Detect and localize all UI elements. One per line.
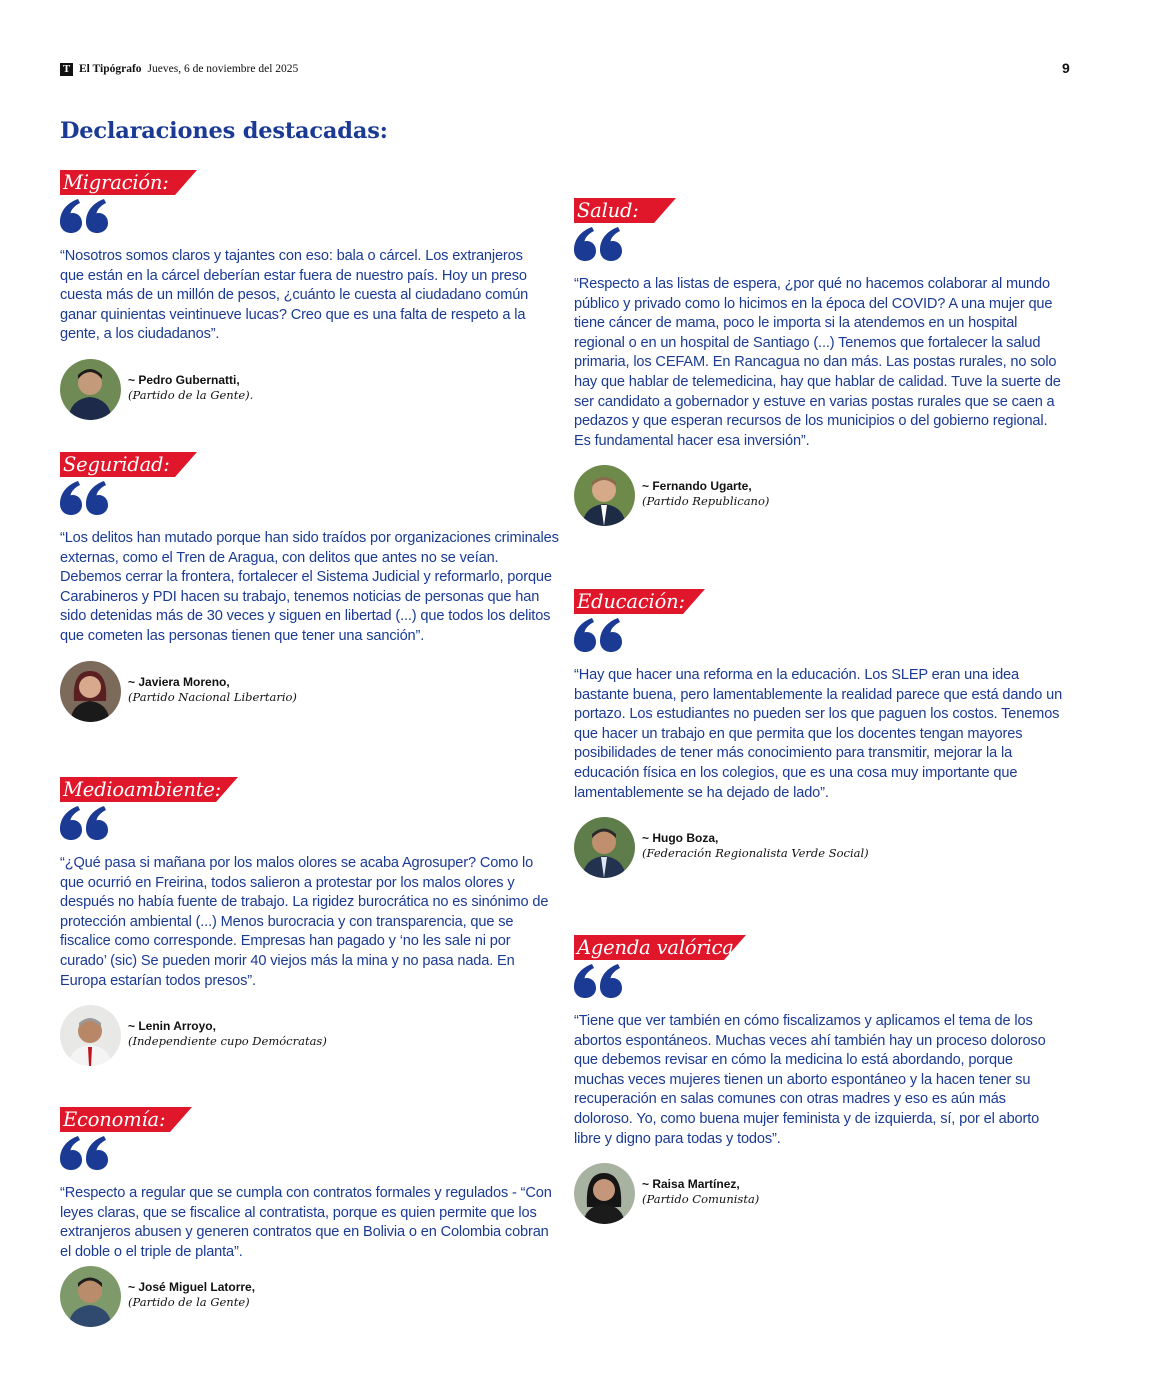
author-block xyxy=(60,661,560,722)
quote-text: “Respecto a las listas de espera, ¿por qué no hacemos colaborar al mundo público y privado como lo hicimos en la época del COVID? A una mujer que tiene cáncer de mama, poco le importa si la atendemos en un hospital regional o en un hospital de Santiago (...) Tenemos que fortalecer la salud primaria, los CEFAM. En Rancagua no dan más. Las postas rurales, no solo hay que hablar de telemedicina, hay que hablar de calidad. Tuve la suerte de ser candidato a gobernador y estuve en varias postas rurales que se caen a pedazos y que esperan recursos de los municipios o del gobierno regional. Es fundamental hacer esa inversión”. xyxy=(574,276,1061,449)
section-medioambiente xyxy=(60,777,560,1066)
author-party: (Independiente cupo Demócratas) xyxy=(128,1034,327,1049)
author-name: ~ Lenin Arroyo, xyxy=(128,1019,216,1034)
open-quote-icon xyxy=(574,227,1066,267)
section-economia xyxy=(60,1107,560,1327)
section-agenda-valorica xyxy=(574,935,1066,1224)
section-seguridad xyxy=(60,452,560,722)
quote-text: “Hay que hacer una reforma en la educación. Los SLEP eran una idea bastante buena, pero lamentablemente la realidad parece que está dando un portazo. Los estudiantes no pueden ser los que paguen los costos. Tenemos que hacer un trabajo en que permita que los docentes tengan mayores posibilidades de tener más conocimiento para transmitir, mejorar la la educación física en los colegios, que es una cosa muy importante que lamentablemente se ha dejado de lado”. xyxy=(574,667,1063,801)
quote-text: “Respecto a regular que se cumpla con contratos formales y regulados - “Con leyes claras, que se fiscalice al contratista, porque es quien permite que los extranjeros abusen y generen contratos que en Bolivia o en Colombia cobran el doble o el triple de planta”. xyxy=(60,1185,552,1260)
open-quote-icon xyxy=(574,964,1066,1004)
avatar xyxy=(60,1005,121,1066)
author-name: ~ Hugo Boza, xyxy=(642,831,719,846)
page-number: 9 xyxy=(1062,60,1070,76)
avatar xyxy=(574,1163,635,1224)
author-block xyxy=(574,817,1069,878)
author-party: (Partido Nacional Libertario) xyxy=(128,689,297,704)
topic-tag: Economía: xyxy=(60,1107,165,1132)
author-name: ~ Pedro Gubernatti, xyxy=(128,372,240,387)
section-salud xyxy=(574,198,1066,526)
open-quote-icon xyxy=(60,199,550,239)
quote-text: “Tiene que ver también en cómo fiscalizamos y aplicamos el tema de los abortos espontáneos. Muchas veces ahí también hay un proceso doloroso que debemos revisar en cómo la medicina lo está abordando, porque muchas veces mujeres tienen un aborto espontáneo y la hacen tener su recuperación en salas comunes con otras madres y eso es aún más doloroso. Yo, como buena mujer feminista y de izquierda, sí, por el aborto libre y digno para todas y todos”. xyxy=(574,1013,1046,1147)
quote-text: “Nosotros somos claros y tajantes con eso: bala o cárcel. Los extranjeros que están en la cárcel deberían estar fuera de nuestro país. Hoy un preso cuesta más de un millón de pesos, ¿cuánto le cuesta al ciudadano común ganar quinientas veintinueve lucas? Creo que es una falta de respeto a la gente, a los ciudadanos”. xyxy=(60,248,529,343)
author-name: ~ Javiera Moreno, xyxy=(128,674,230,689)
quote-text: “Los delitos han mutado porque han sido traídos por organizaciones criminales externas, como el Tren de Aragua, con delitos que antes no se veían. Debemos cerrar la frontera, fortalecer el Sistema Judicial y reformarlo, porque Carabineros y PDI hacen su trabajo, tenemos noticias de personas que han sido detenidas más de 30 veces y siguen en libertad (...) que todos los delitos que cometen las personas tienen que tener una sanción”. xyxy=(60,530,559,644)
topic-tag: Educación: xyxy=(574,589,685,614)
topic-tag: Salud: xyxy=(574,198,639,223)
author-party: (Federación Regionalista Verde Social) xyxy=(642,846,869,861)
author-block xyxy=(60,1005,560,1066)
avatar xyxy=(60,359,121,420)
author-block xyxy=(60,359,550,420)
section-migracion xyxy=(60,170,550,420)
masthead xyxy=(60,61,298,77)
author-name: ~ Fernando Ugarte, xyxy=(642,479,752,494)
topic-tag: Medioambiente: xyxy=(60,777,221,802)
quote-text: “¿Qué pasa si mañana por los malos olores se acaba Agrosuper? Como lo que ocurrió en Freirina, todos salieron a protestar por los malos olores y después no había fuente de trabajo. La rigidez burocrática no es sinónimo de protección ambiental (...) Menos burocracia y con transparencia, que se fiscalice como corresponde. Empresas han pagado y ‘no les sale ni por curado’ (sic) Se pueden morir 40 viejos más la mina y no pasa nada. En Europa estarían todos presos”. xyxy=(60,855,549,989)
topic-tag: Agenda valórica xyxy=(574,935,734,960)
author-block xyxy=(574,465,1066,526)
section-educacion xyxy=(574,589,1069,878)
avatar xyxy=(574,465,635,526)
publication-logo: T xyxy=(60,63,73,76)
open-quote-icon xyxy=(60,481,560,521)
author-block xyxy=(60,1266,560,1327)
avatar xyxy=(60,1266,121,1327)
author-party: (Partido de la Gente) xyxy=(128,1295,250,1310)
topic-tag: Seguridad: xyxy=(60,452,170,477)
avatar xyxy=(574,817,635,878)
open-quote-icon xyxy=(574,618,1069,658)
open-quote-icon xyxy=(60,1136,560,1176)
issue-date: Jueves, 6 de noviembre del 2025 xyxy=(147,63,299,75)
avatar xyxy=(60,661,121,722)
author-block xyxy=(574,1163,1066,1224)
author-name: ~ José Miguel Latorre, xyxy=(128,1280,256,1295)
author-party: (Partido Comunista) xyxy=(642,1192,760,1207)
author-name: ~ Raisa Martínez, xyxy=(642,1177,740,1192)
open-quote-icon xyxy=(60,806,560,846)
author-party: (Partido Republicano) xyxy=(642,494,770,509)
publication-name: El Tipógrafo xyxy=(79,63,142,75)
author-party: (Partido de la Gente). xyxy=(128,387,254,402)
page-headline: Declaraciones destacadas: xyxy=(60,118,388,144)
topic-tag: Migración: xyxy=(60,170,169,195)
